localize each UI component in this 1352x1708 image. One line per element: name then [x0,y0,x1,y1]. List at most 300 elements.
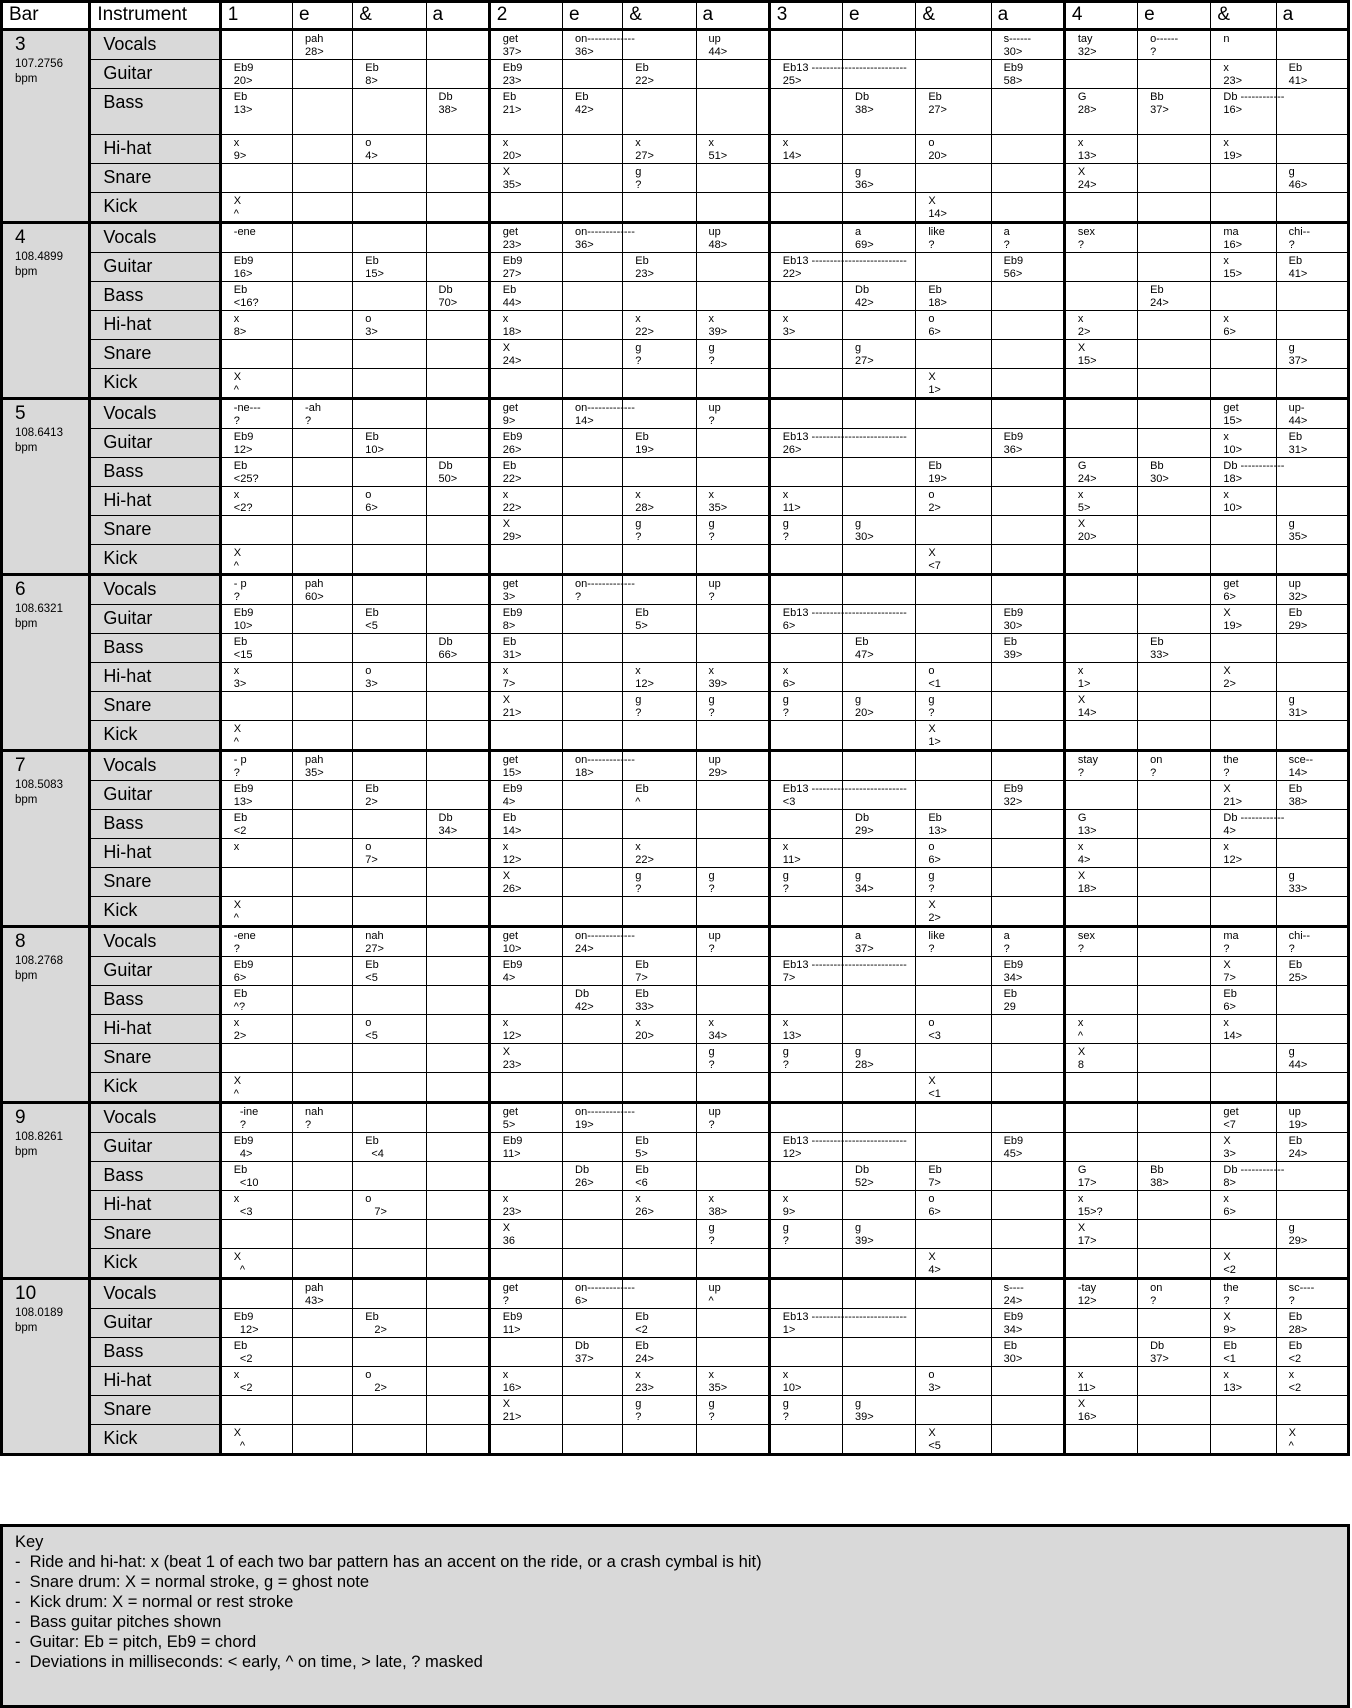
note-symbol: Eb [928,91,942,103]
note-cell [489,223,562,253]
note-cell [991,986,1064,1015]
note-cell [843,810,916,839]
note-symbol: x [1223,313,1229,325]
note-deviation: 6> [365,502,378,514]
note-cell [1211,781,1276,810]
note-symbol [1138,1191,1210,1193]
note-symbol [1277,634,1347,636]
note-cell [293,1133,353,1162]
beat-header: a [991,2,1064,30]
note-deviation: 1> [1077,678,1091,690]
note-cell [769,1396,842,1425]
note-cell [1138,1396,1211,1425]
note-symbol: o [928,841,935,853]
note-symbol: Eb13 -------------------------- [782,607,907,619]
note-cell [991,1220,1064,1249]
note-deviation: 39> [708,326,728,338]
note-cell [563,1425,623,1455]
bar-tempo: 108.0189 [15,1307,63,1319]
note-symbol [427,1015,488,1017]
note-symbol [1066,605,1137,607]
note-symbol [563,545,622,547]
note-deviation: <2 [1288,1382,1302,1394]
instrument-label: Bass [90,458,220,487]
note-symbol [427,576,488,578]
note-cell [623,164,696,193]
note-deviation: 6> [928,1206,941,1218]
beat-header: & [353,2,426,30]
note-cell [1138,282,1211,311]
note-symbol [916,1133,990,1135]
note-symbol: x [708,1369,715,1381]
instrument-label: Snare [90,164,220,193]
instrument-row [2,1044,1349,1073]
note-cell [843,399,916,429]
note-symbol: g [1288,1222,1295,1234]
note-symbol [293,282,352,284]
instrument-label: Hi-hat [90,1367,220,1396]
note-symbol [293,1425,352,1427]
note-symbol: ma [1223,930,1239,942]
note-symbol: x [502,1369,509,1381]
note-deviation: 31> [1288,707,1308,719]
note-cell [769,1279,842,1309]
note-symbol: X [502,342,511,354]
note-cell [769,897,842,927]
note-symbol: Eb [233,1164,248,1176]
key-line: - Kick drum: X = normal or rest stroke [15,1593,294,1611]
note-symbol [1066,193,1137,195]
note-symbol [916,31,990,33]
note-symbol: get [502,1282,519,1294]
note-cell [293,135,353,164]
note-deviation: 2> [928,502,941,514]
note-deviation: 34> [708,1030,728,1042]
note-cell [769,721,842,751]
note-symbol: Db [855,284,870,296]
note-cell [1276,340,1348,369]
note-cell [293,1367,353,1396]
note-symbol [1211,1425,1275,1427]
note-deviation: 7> [635,972,648,984]
note-cell [220,1191,292,1220]
note-cell [563,253,623,282]
beat-header: e [1138,2,1211,30]
note-deviation: 56> [1003,268,1023,280]
note-cell [489,399,562,429]
note-symbol: Eb [1003,988,1018,1000]
instrument-row [2,30,1349,60]
note-cell [769,30,842,60]
note-symbol [697,545,768,547]
note-deviation: 29> [502,531,522,543]
note-symbol [1211,516,1275,518]
note-cell [769,1220,842,1249]
note-symbol [843,458,915,460]
note-cell [293,253,353,282]
note-deviation: ? [233,415,240,427]
note-cell [1064,89,1137,135]
note-cell [769,1367,842,1396]
note-cell [991,282,1064,311]
note-cell [563,1249,623,1279]
note-cell [843,340,916,369]
note-symbol: g [782,694,789,706]
note-symbol: Eb9 [233,431,254,443]
note-cell [769,1044,842,1073]
note-symbol: Eb9 [1003,783,1024,795]
note-cell [1138,1425,1211,1455]
note-cell [991,575,1064,605]
note-symbol: up- [1288,402,1305,414]
note-cell [916,957,991,986]
note-cell [623,89,696,135]
note-symbol: g [708,342,715,354]
note-symbol [771,1249,842,1251]
note-symbol: get [502,226,519,238]
note-deviation: 36 [502,1235,516,1247]
note-symbol: X [928,195,936,207]
note-symbol [697,721,768,723]
note-cell [1276,369,1348,399]
note-cell [489,663,562,692]
note-cell [489,458,562,487]
note-symbol [992,1044,1063,1046]
note-symbol: Eb9 [233,255,254,267]
note-cell [353,751,426,781]
note-symbol [293,868,352,870]
key-line: - Ride and hi-hat: x (beat 1 of each two bar pattern has an accent on the ride, or a crash cymbal is hit) [15,1553,762,1571]
note-cell [1276,721,1348,751]
note-cell [1064,399,1137,429]
note-deviation: 6> [782,678,796,690]
note-deviation: ? [1003,943,1010,955]
note-symbol [563,1249,622,1251]
note-deviation: 15>? [1077,1206,1103,1218]
note-cell [293,1338,353,1367]
note-cell [843,223,916,253]
note-cell [1064,1133,1137,1162]
note-cell [1064,1425,1137,1455]
bar-number: 4 [15,227,26,248]
note-deviation: 5> [502,1119,516,1131]
note-symbol [1138,1133,1210,1135]
note-cell [1138,1249,1211,1279]
note-symbol [1211,545,1275,547]
note-deviation: 35> [708,502,728,514]
note-cell [769,458,842,487]
note-symbol: get [502,754,519,766]
note-deviation: 8 [1077,1059,1084,1071]
note-symbol [771,193,842,195]
note-symbol: Db [438,812,453,824]
note-cell [1276,1220,1348,1249]
note-symbol [843,1249,915,1251]
note-deviation: 19> [1223,150,1243,162]
note-cell [1211,1015,1276,1044]
note-symbol: Eb [233,284,248,296]
beat-header: & [1211,2,1276,30]
note-cell [563,545,623,575]
note-cell [353,429,426,458]
note-deviation: 7> [502,678,516,690]
note-symbol [293,1191,352,1193]
beat-header: a [1276,2,1348,30]
note-cell [1064,1249,1137,1279]
note-symbol: X [233,1075,242,1087]
note-symbol [1138,1309,1210,1311]
note-cell [769,605,907,634]
note-cell [623,429,696,458]
note-symbol: X [502,1222,511,1234]
note-cell [843,575,916,605]
note-deviation: 20> [928,150,947,162]
note-symbol: Eb [635,62,649,74]
note-cell [696,692,769,721]
note-symbol: Eb [365,62,379,74]
note-symbol: get [502,930,519,942]
note-symbol: Eb [233,988,248,1000]
note-cell [769,369,842,399]
note-symbol: Eb9 [502,431,523,443]
note-deviation: 12> [502,1030,522,1042]
note-symbol [293,986,352,988]
note-deviation: 16> [233,268,253,280]
note-cell [293,1015,353,1044]
note-symbol: -ine [233,1106,259,1118]
note-cell [353,458,426,487]
note-deviation: 6> [928,326,941,338]
note-cell [916,60,991,89]
note-symbol: X [1223,783,1231,795]
note-deviation: 8> [365,75,378,87]
note-cell [353,1015,426,1044]
note-symbol [427,1280,488,1282]
note-cell [293,399,353,429]
note-cell [293,1220,353,1249]
note-symbol [697,60,768,62]
note-cell [1276,1279,1348,1309]
note-symbol [427,400,488,402]
note-symbol [992,282,1063,284]
note-cell [1211,1191,1276,1220]
note-symbol: o [365,1017,372,1029]
note-cell [220,458,292,487]
note-cell [1211,1133,1276,1162]
note-symbol [1138,487,1210,489]
note-symbol [697,1073,768,1075]
note-symbol [1211,164,1275,166]
note-cell [293,692,353,721]
note-symbol: X [1223,1311,1231,1323]
note-deviation: 28> [1288,1324,1308,1336]
note-symbol: X [502,1046,511,1058]
note-symbol: Eb9 [1003,62,1024,74]
note-cell [991,605,1064,634]
note-deviation: 28> [1077,104,1097,116]
note-cell [843,1015,916,1044]
note-symbol [293,721,352,723]
note-symbol: up [708,402,721,414]
note-cell [426,1073,489,1103]
note-symbol [1066,1249,1137,1251]
note-symbol: X [1077,1222,1086,1234]
note-symbol [353,576,425,578]
note-cell [1138,253,1211,282]
note-symbol: X [928,1075,936,1087]
note-symbol [1138,516,1210,518]
note-symbol: Eb9 [502,783,523,795]
note-cell [293,1162,353,1191]
note-symbol: X [502,1398,511,1410]
note-deviation: 30> [1003,46,1023,58]
note-symbol [427,1162,488,1164]
note-symbol [1066,60,1137,62]
note-cell [1064,1309,1137,1338]
note-symbol [491,721,562,723]
note-cell [991,1162,1064,1191]
note-symbol: x [233,841,240,853]
note-cell [769,810,842,839]
note-cell [426,839,489,868]
note-symbol: Db [438,284,453,296]
note-deviation: 37> [1150,1353,1169,1365]
instrument-row [2,89,1349,135]
note-deviation: ? [708,883,715,895]
note-symbol: Eb9 [1003,959,1024,971]
key-line: - Deviations in milliseconds: < early, ^ on time, > late, ? masked [15,1653,483,1671]
note-symbol [427,721,488,723]
note-symbol: X [233,1427,242,1439]
note-cell [843,927,916,957]
note-symbol [697,986,768,988]
note-cell [769,1191,842,1220]
note-symbol: x [1077,1369,1084,1381]
note-cell [426,458,489,487]
note-deviation: ^ [1077,1030,1084,1042]
note-deviation: 27> [365,943,384,955]
note-deviation: 20> [233,75,253,87]
note-symbol: g [635,1398,642,1410]
note-deviation: <5 [928,1440,941,1452]
note-deviation: 6> [1223,591,1236,603]
note-symbol [623,897,695,899]
note-cell [916,223,991,253]
note-cell [563,1279,635,1309]
note-symbol [1277,31,1347,33]
note-symbol [491,986,562,988]
note-cell [293,1279,353,1309]
note-symbol [1277,721,1347,723]
note-deviation: 14> [1223,1030,1243,1042]
note-symbol: Eb13 -------------------------- [782,783,907,795]
note-symbol: Bb [1150,460,1164,472]
note-cell [696,1162,769,1191]
note-cell [1276,1309,1348,1338]
note-cell [1276,30,1348,60]
note-cell [843,1162,916,1191]
note-symbol [697,1425,768,1427]
note-symbol: x [708,489,715,501]
note-deviation: 11> [782,502,801,514]
note-deviation: 12> [1223,854,1243,866]
note-symbol [427,253,488,255]
note-cell [220,605,292,634]
note-symbol [1066,429,1137,431]
note-symbol [427,839,488,841]
note-deviation: ? [928,883,935,895]
note-cell [696,839,769,868]
bar-number: 6 [15,579,26,600]
note-symbol: up [1288,578,1301,590]
note-deviation: 10> [782,1382,802,1394]
instrument-label: Bass [90,1338,220,1367]
note-cell [489,282,562,311]
note-symbol [623,458,695,460]
note-cell [1064,429,1137,458]
note-symbol [1138,1249,1210,1251]
note-symbol [1066,1338,1137,1340]
instrument-label: Vocals [90,1279,220,1309]
note-symbol [353,31,425,33]
note-deviation: 22> [502,473,522,485]
note-symbol: Eb9 [502,1135,523,1147]
note-cell [220,1425,292,1455]
note-symbol [353,692,425,694]
note-cell [623,605,696,634]
note-cell [563,60,623,89]
note-cell [916,927,991,957]
note-deviation: 37> [1150,104,1169,116]
note-cell [563,1103,635,1133]
note-symbol [427,1425,488,1427]
note-symbol: Eb [365,783,379,795]
note-symbol [353,545,425,547]
note-cell [991,135,1064,164]
note-symbol: Eb [635,1311,649,1323]
note-symbol: Eb [365,1311,379,1323]
note-symbol: x [502,137,509,149]
note-symbol [992,810,1063,812]
note-deviation: 27> [635,150,654,162]
note-symbol [1277,1162,1347,1164]
instrument-row [2,575,1349,605]
note-symbol: Eb [635,959,649,971]
note-deviation: 35> [1288,531,1308,543]
instrument-row [2,399,1349,429]
note-cell [843,868,916,897]
note-deviation: 37> [1288,355,1308,367]
note-deviation: 34> [1003,1324,1023,1336]
note-cell [563,429,623,458]
note-symbol [843,369,915,371]
note-cell [293,60,353,89]
note-cell [1211,399,1276,429]
note-symbol: Eb [502,812,517,824]
note-cell [916,369,991,399]
note-symbol: Eb13 -------------------------- [782,1135,907,1147]
note-cell [991,340,1064,369]
note-cell [293,458,353,487]
note-symbol [1277,89,1347,91]
note-cell [426,986,489,1015]
note-symbol: x [502,1017,509,1029]
note-deviation: 15> [365,268,384,280]
bar-tempo-unit: bpm [15,618,38,630]
note-cell [489,605,562,634]
note-deviation: 19> [635,444,654,456]
note-cell [293,516,353,545]
